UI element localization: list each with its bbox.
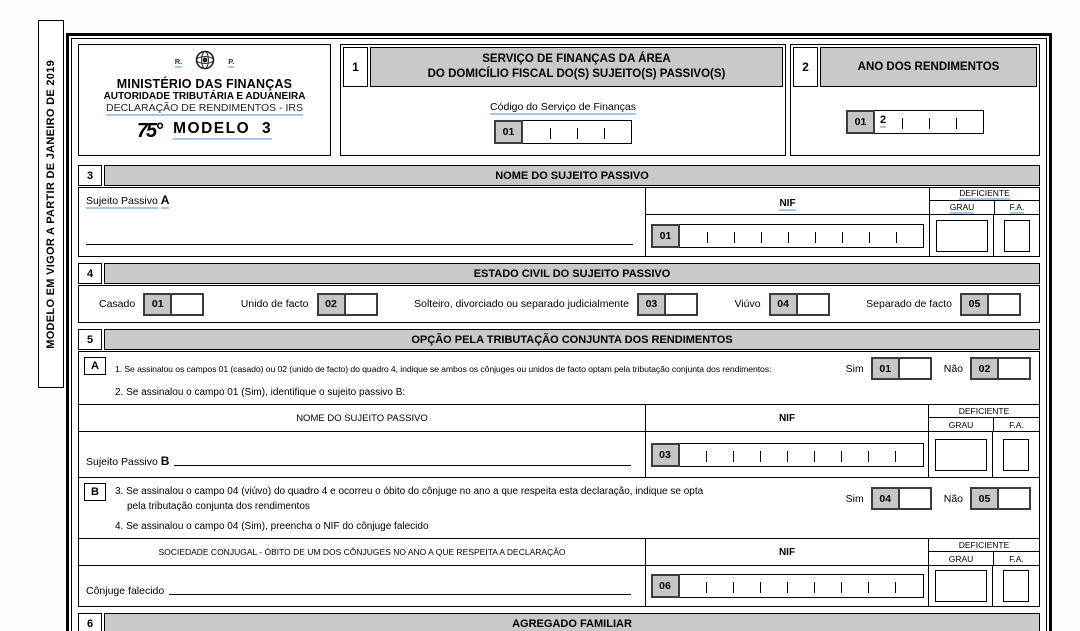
declaration-type: DECLARAÇÃO DE RENDIMENTOS - IRS	[105, 102, 303, 114]
ano-rendimentos-field	[846, 110, 984, 134]
part-a-item2: 2. Se assinalou o campo 01 (Sim), identifique o sujeito passivo B:	[115, 387, 406, 398]
ministry-name: MINISTÉRIO DAS FINANÇAS	[116, 77, 293, 91]
portugal-coat-of-arms-icon	[194, 49, 216, 76]
part-b-label: B	[84, 483, 106, 501]
nif-header: NIF	[646, 188, 929, 215]
section4-title: ESTADO CIVIL DO SUJEITO PASSIVO	[104, 263, 1040, 284]
sujeito-passivo-b-table	[79, 404, 1039, 478]
emblem-letter-r: R.	[174, 56, 183, 66]
section2-body	[791, 89, 1039, 155]
section5-part-a	[79, 352, 1039, 398]
nif-conjuge-cells[interactable]	[680, 574, 924, 598]
section6	[78, 613, 1040, 631]
ano-rendimentos-cells[interactable]	[875, 110, 984, 134]
section2-title-row	[791, 45, 1039, 89]
fa-header: F.A.	[994, 201, 1039, 214]
section3-nif-content-row	[646, 215, 1039, 256]
section5-body	[78, 351, 1040, 607]
estado-civil-option-unido-de-facto: Unido de facto 02	[241, 293, 378, 316]
section4-body	[78, 285, 1040, 323]
section1-body	[341, 89, 785, 155]
table-b-nif-header: NIF	[645, 405, 928, 432]
form-frame-inner	[71, 38, 1047, 631]
section3	[78, 165, 1040, 257]
form-frame	[66, 33, 1052, 631]
estado-civil-option-casado: Casado 01	[99, 293, 204, 316]
section3-title-row	[78, 165, 1040, 186]
solteiro-checkbox[interactable]	[666, 295, 696, 314]
conjuge-falecido-name-line[interactable]	[169, 594, 631, 595]
model-row	[137, 120, 272, 140]
sim-01-checkbox[interactable]	[900, 359, 930, 378]
part-a-item1: 1. Se assinalou os campos 01 (casado) ou 02 (unido de facto) do quadro 4, indique se ambos os cônjuges ou unidos de facto optam pela tributação conjunta dos rendimentos:	[115, 364, 772, 374]
nao-02-checkbox[interactable]	[999, 359, 1029, 378]
republic-emblem-row	[175, 50, 235, 74]
section6-number: 6	[78, 613, 102, 631]
sim-04-checkbox[interactable]	[900, 489, 930, 508]
nif-b-field	[651, 443, 924, 467]
sujeito-passivo-b-label: Sujeito Passivo B	[86, 454, 170, 468]
codigo-servico-financas-field	[494, 120, 632, 144]
obito-conjunta-nao: Não 05	[944, 487, 1031, 510]
section5-title: OPÇÃO PELA TRIBUTAÇÃO CONJUNTA DOS RENDIMENTOS	[104, 329, 1040, 350]
fa-a-box[interactable]	[1004, 220, 1030, 252]
estado-civil-option-separado-de-facto: Separado de facto 05	[866, 293, 1021, 316]
year-first-digit: 2	[880, 114, 887, 126]
unido-de-facto-checkbox[interactable]	[346, 295, 376, 314]
section1-number: 1	[343, 47, 368, 87]
at-logo-icon: 75°	[136, 120, 162, 142]
model-label: MODELO 3	[173, 120, 272, 140]
grau-a-box[interactable]	[936, 220, 988, 252]
table-b-deficiente-header-group: DEFICIENTE GRAU F.A.	[928, 405, 1039, 432]
form-header-row	[78, 44, 1040, 156]
codigo-servico-financas-cells[interactable]	[523, 120, 632, 144]
section3-body	[78, 187, 1040, 257]
section1-box	[340, 44, 786, 156]
section4-title-row	[78, 263, 1040, 284]
part-a-label: A	[84, 357, 106, 375]
tributacao-conjunta-sim: Sim 01	[846, 357, 932, 380]
fa-conjuge-box[interactable]	[1003, 570, 1029, 602]
viuvo-checkbox[interactable]	[798, 295, 828, 314]
model-validity-label: MODELO EM VIGOR A PARTIR DE JANEIRO DE 2019	[45, 59, 57, 349]
sujeito-passivo-b-name-line[interactable]	[174, 465, 631, 466]
table-c-name-header: SOCIEDADE CONJUGAL - ÓBITO DE UM DOS CÔNJUGES NO ANO A QUE RESPEITA A DECLARAÇÃO	[79, 539, 645, 566]
section1-title-row	[341, 45, 785, 89]
field-code-06: 06	[651, 574, 680, 598]
section2-number: 2	[793, 47, 818, 87]
conjuge-falecido-label: Cônjuge falecido	[86, 585, 165, 597]
tax-authority-name: AUTORIDADE TRIBUTÁRIA E ADUANEIRA	[103, 91, 306, 102]
section5	[78, 329, 1040, 607]
nao-05-checkbox[interactable]	[999, 489, 1029, 508]
table-c-deficiente-header-group: DEFICIENTE GRAU F.A.	[928, 539, 1039, 566]
section1-title: SERVIÇO DE FINANÇAS DA ÁREA DO DOMICÍLIO FISCAL DO(S) SUJEITO(S) PASSIVO(S)	[370, 47, 783, 87]
model-validity-sidebar	[38, 20, 64, 388]
deficiente-header: DEFICIENTE	[930, 188, 1039, 201]
nif-b-cells[interactable]	[680, 443, 924, 467]
obito-conjunta-sim: Sim 04	[846, 487, 932, 510]
field-code-03: 03	[651, 443, 680, 467]
casado-checkbox[interactable]	[172, 295, 202, 314]
tributacao-conjunta-nao: Não 02	[944, 357, 1031, 380]
section5-number: 5	[78, 329, 102, 350]
section6-title-row	[78, 613, 1040, 631]
fa-b-box[interactable]	[1003, 439, 1029, 471]
grau-header: GRAU	[949, 201, 975, 212]
sujeito-passivo-a-name-line[interactable]	[86, 244, 633, 245]
section2-title: ANO DOS RENDIMENTOS	[820, 47, 1037, 87]
section3-title: NOME DO SUJEITO PASSIVO	[104, 165, 1040, 186]
section5-title-row	[78, 329, 1040, 350]
nif-a-field	[651, 224, 924, 248]
nif-a-cells[interactable]	[680, 224, 924, 248]
field-code-01: 01	[494, 120, 523, 144]
separado-de-facto-checkbox[interactable]	[989, 295, 1019, 314]
grau-conjuge-box[interactable]	[935, 570, 987, 602]
sujeito-passivo-a-cell	[79, 188, 645, 256]
grau-b-box[interactable]	[935, 439, 987, 471]
section2-box	[790, 44, 1040, 156]
conjuge-falecido-table	[79, 538, 1039, 606]
section4	[78, 263, 1040, 323]
section5-part-b	[79, 478, 1039, 532]
part-b-item4: 4. Se assinalou o campo 04 (Sim), preencha o NIF do cônjuge falecido	[115, 521, 429, 532]
section4-number: 4	[78, 263, 102, 284]
ministry-header-box	[78, 44, 331, 156]
field-code-01: 01	[651, 224, 680, 248]
emblem-letter-p: P.	[228, 56, 235, 66]
table-b-name-header: NOME DO SUJEITO PASSIVO	[79, 405, 645, 432]
deficiente-header-group	[929, 188, 1039, 215]
table-c-nif-header: NIF	[645, 539, 928, 566]
section3-number: 3	[78, 165, 102, 186]
section3-nif-table	[645, 188, 1039, 256]
section6-title: AGREGADO FAMILIAR	[104, 613, 1040, 631]
nif-conjuge-field	[651, 574, 924, 598]
sujeito-passivo-a-label: Sujeito Passivo A	[86, 193, 170, 207]
field-code-01: 01	[846, 110, 875, 134]
estado-civil-option-viuvo: Viúvo 04	[735, 293, 830, 316]
part-b-item3: 3. Se assinalou o campo 04 (viúvo) do quadro 4 e ocorreu o óbito do cônjuge no ano a que respeita esta declaração, indique se opta pela tributação conjunta dos rendimentos	[115, 486, 704, 512]
estado-civil-option-solteiro: Solteiro, divorciado ou separado judicialmente 03	[414, 293, 698, 316]
section3-nif-header-row	[646, 188, 1039, 215]
codigo-servico-financas-label: Código do Serviço de Finanças	[490, 100, 636, 113]
